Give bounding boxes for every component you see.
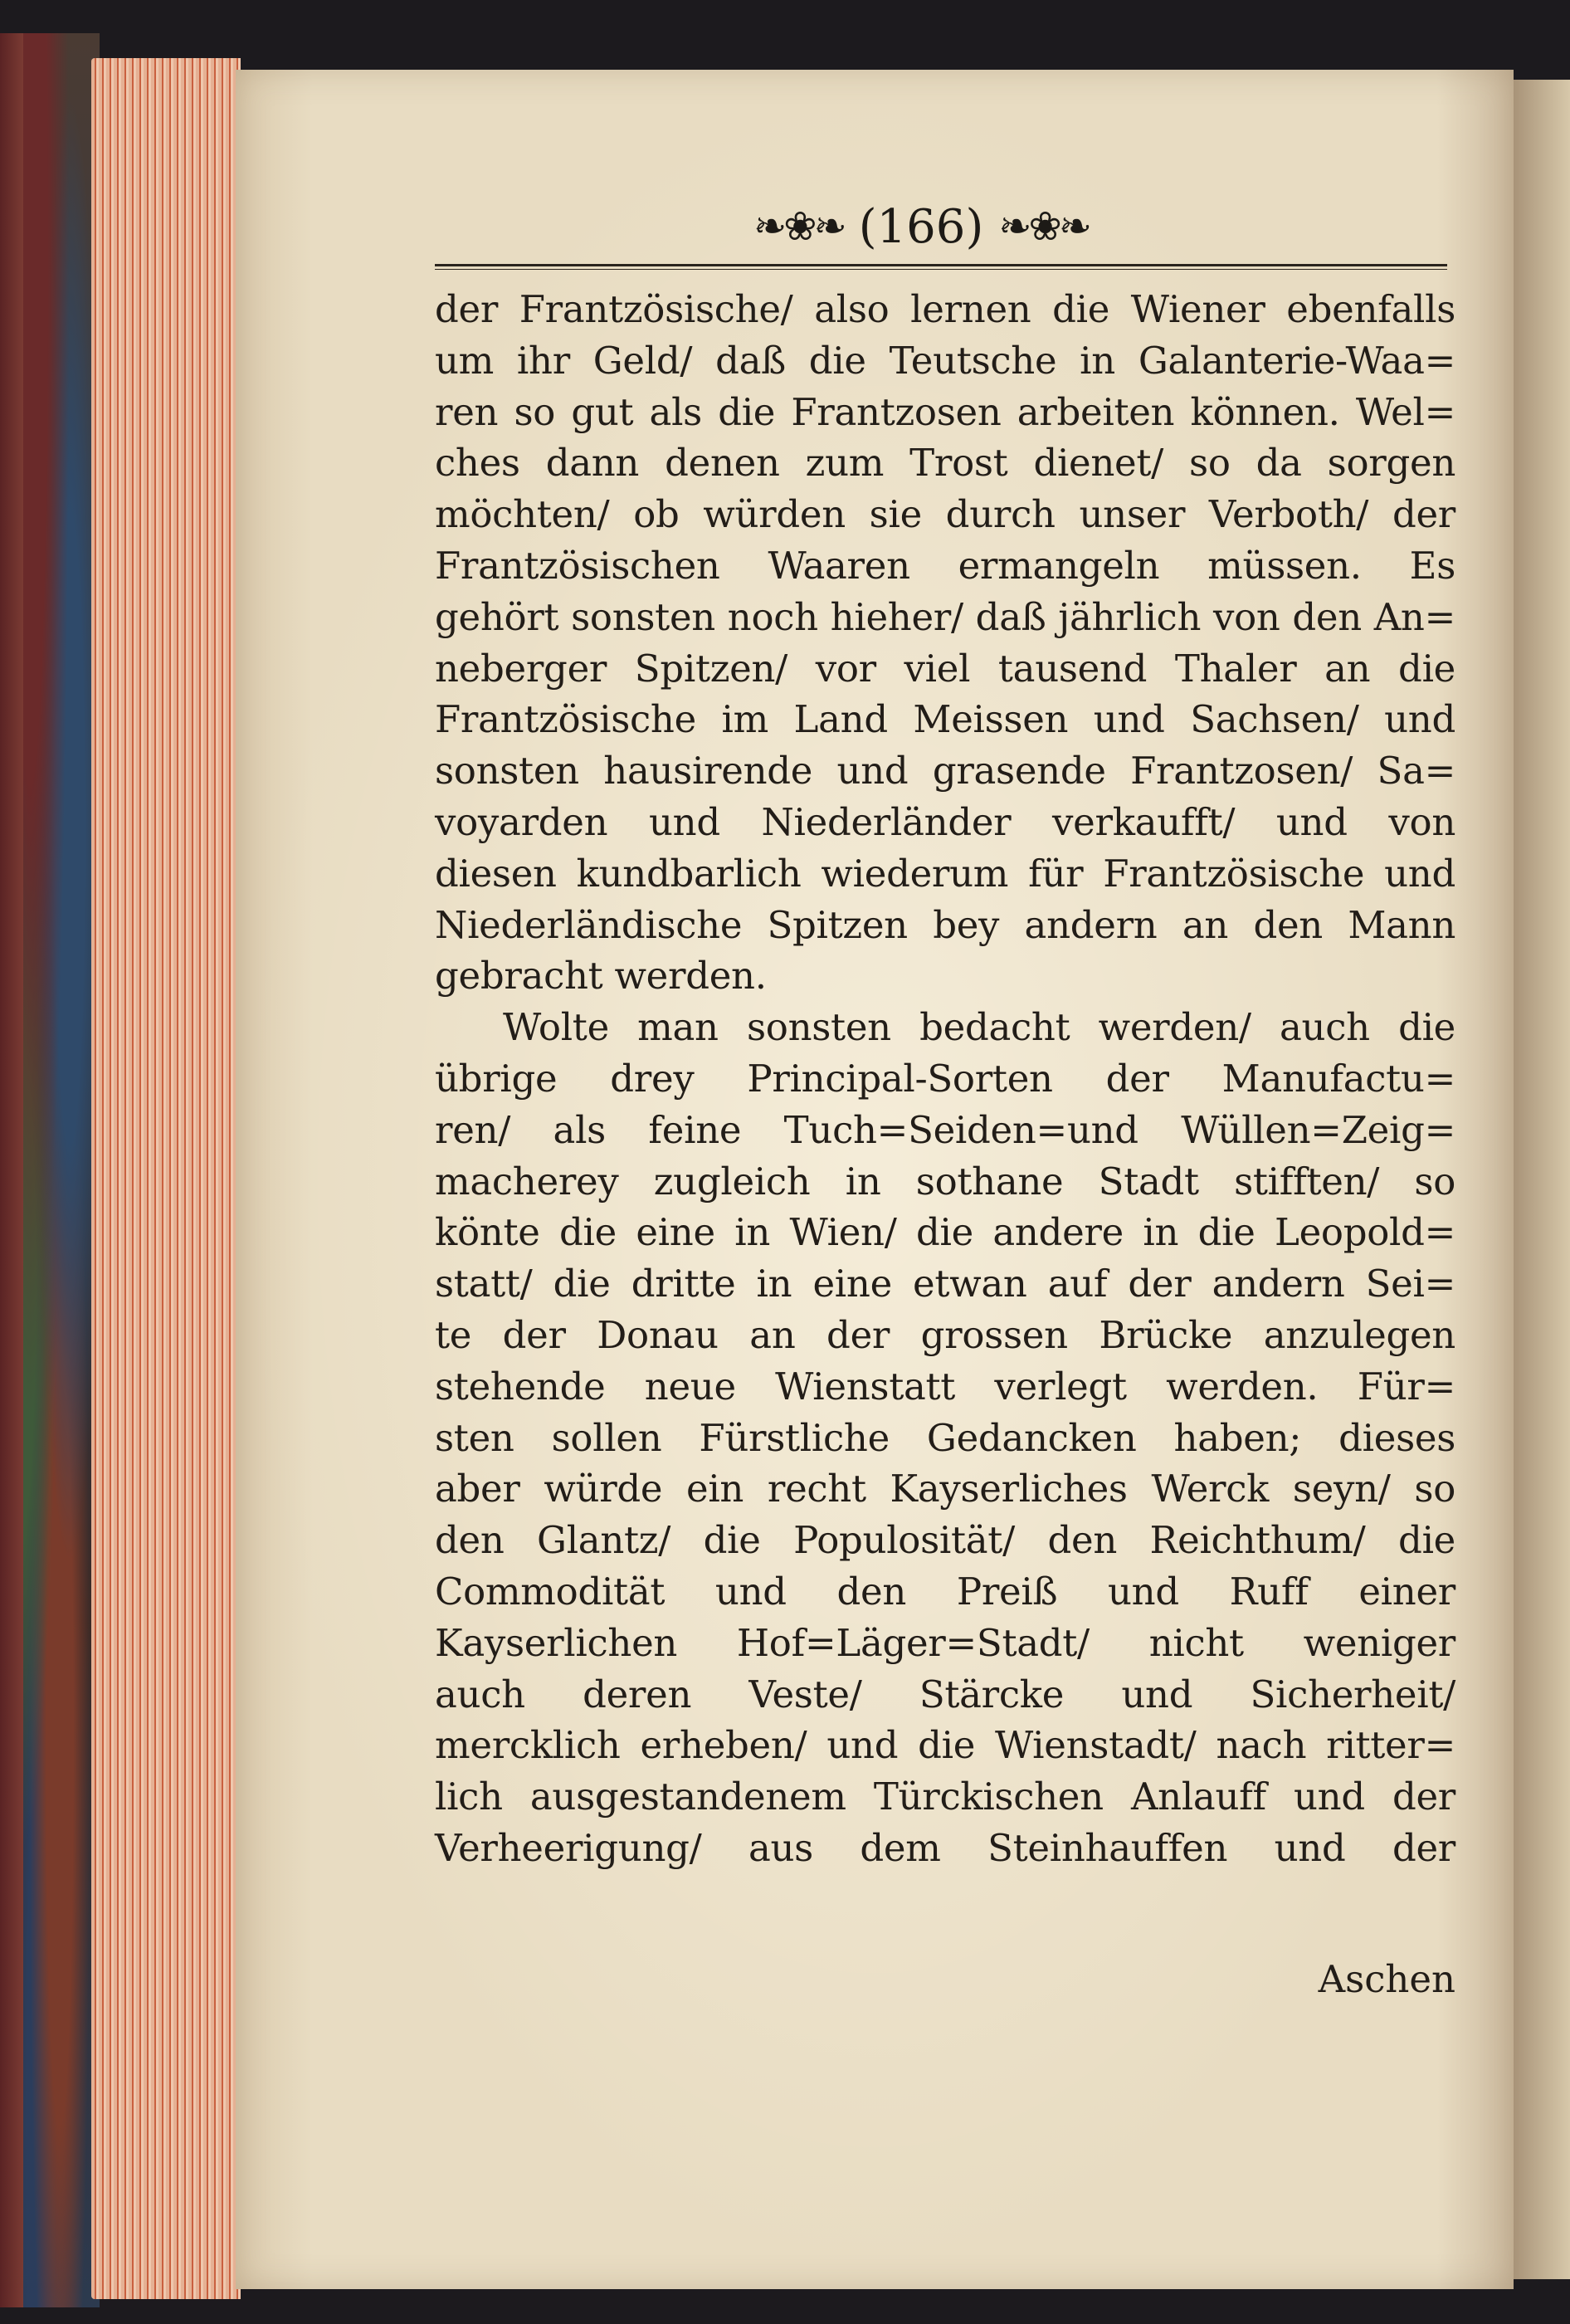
text-line: auch deren Veste/ Stärcke und Sicherheit/ — [435, 1672, 1455, 1716]
text-line: ches dann denen zum Trost dienet/ so da sorgen — [435, 441, 1455, 486]
text-line: voyarden und Niederländer verkaufft/ und von — [435, 799, 1455, 844]
book-spine-edge — [0, 33, 23, 2307]
ornament-left-icon: ❧❀❧ — [753, 203, 844, 250]
text-line: stehende neue Wienstatt verlegt werden. Für= — [435, 1364, 1455, 1409]
text-line: diesen kundbarlich wiederum für Frantzösische und — [435, 851, 1455, 896]
text-line: ren so gut als die Frantzosen arbeiten können. Wel= — [435, 389, 1455, 434]
text-line: könte die eine in Wien/ die andere in die Leopold= — [435, 1210, 1455, 1255]
text-line: Verheerigung/ aus dem Steinhauffen und der — [435, 1825, 1455, 1870]
catchword: Aschen — [1318, 1957, 1455, 2001]
facing-page-edge — [1514, 80, 1570, 2279]
text-line: der Frantzösische/ also lernen die Wiener ebenfalls — [435, 287, 1455, 331]
text-line: Commodität und den Preiß und Ruff einer — [435, 1569, 1455, 1614]
text-line: sonsten hausirende und grasende Frantzosen/ Sa= — [435, 749, 1455, 793]
text-line: sten sollen Fürstliche Gedancken haben; dieses — [435, 1415, 1455, 1460]
text-line: lich ausgestandenem Türckischen Anlauff und der — [435, 1775, 1455, 1819]
text-line: Kayserlichen Hof=Läger=Stadt/ nicht weniger — [435, 1620, 1455, 1665]
text-line: Frantzösischen Waaren ermangeln müssen. Es — [435, 543, 1455, 588]
text-line: aber würde ein recht Kayserliches Werck seyn/ so — [435, 1467, 1455, 1511]
page-header — [714, 189, 1129, 264]
text-line: te der Donau an der grossen Brücke anzulegen — [435, 1312, 1455, 1357]
page-edges — [91, 58, 241, 2299]
body-text — [435, 284, 1455, 1874]
text-line: gebracht werden. — [435, 954, 767, 998]
header-rule — [435, 264, 1447, 270]
paragraph-start-line: Wolte man sonsten bedacht werden/ auch die — [503, 1005, 1455, 1050]
text-line: den Glantz/ die Populosität/ den Reichthum/ die — [435, 1518, 1455, 1563]
text-line: möchten/ ob würden sie durch unser Verboth/ der — [435, 492, 1455, 537]
ornament-right-icon: ❧❀❧ — [998, 203, 1089, 250]
text-line: gehört sonsten noch hieher/ daß jährlich von den An= — [435, 594, 1455, 639]
text-line: um ihr Geld/ daß die Teutsche in Galanterie-Waa= — [435, 338, 1455, 383]
text-line: Frantzösische im Land Meissen und Sachsen/ und — [435, 697, 1455, 742]
text-line: ren/ als feine Tuch=Seiden=und Wüllen=Zeig= — [435, 1107, 1455, 1152]
text-line: Niederländische Spitzen bey andern an den Mann — [435, 902, 1455, 947]
text-line: statt/ die dritte in eine etwan auf der andern Sei= — [435, 1262, 1455, 1306]
text-line: neberger Spitzen/ vor viel tausend Thaler an die — [435, 646, 1455, 691]
page-number: (166) — [858, 199, 984, 254]
text-line: übrige drey Principal-Sorten der Manufactu= — [435, 1056, 1455, 1101]
text-line: mercklich erheben/ und die Wienstadt/ nach ritter= — [435, 1723, 1455, 1768]
text-line: macherey zugleich in sothane Stadt stifften/ so — [435, 1159, 1455, 1204]
